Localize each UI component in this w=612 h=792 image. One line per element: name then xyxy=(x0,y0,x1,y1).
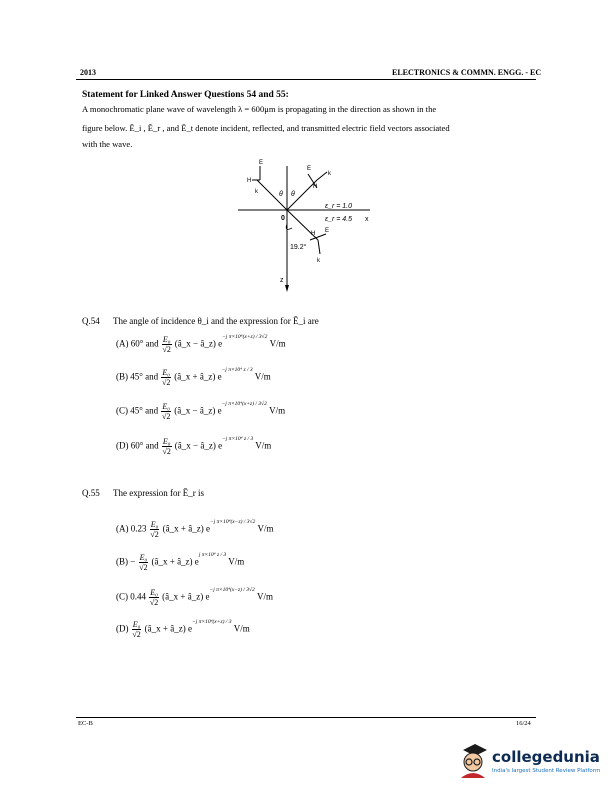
label-er: E xyxy=(307,166,312,172)
option-vector: (â_x + â_z) e xyxy=(162,523,210,534)
option-unit: V/m xyxy=(255,440,272,451)
label-origin: 0 xyxy=(281,215,285,222)
q54-option-c[interactable] xyxy=(116,402,285,421)
label-eps1: ε_r = 1.0 xyxy=(325,203,353,210)
q55-option-d[interactable] xyxy=(116,620,250,639)
option-exponent: −j π×10⁴(x+z) / 3√2 xyxy=(221,400,267,407)
frac-num: E₀ xyxy=(139,553,148,562)
option-label: (C) 45° and xyxy=(116,405,159,416)
wave-diagram xyxy=(230,158,380,298)
option-exponent: −j π×10⁴(x−z) / 3√2 xyxy=(209,518,256,525)
label-et: E xyxy=(325,228,330,234)
option-unit: V/m xyxy=(254,371,271,382)
header-paper: ELECTRONICS & COMMN. ENGG. - EC xyxy=(392,68,542,77)
q54-option-a[interactable] xyxy=(116,335,286,354)
option-label: (A) 0.23 xyxy=(116,523,147,534)
statement-title: Statement for Linked Answer Questions 54 and 55: xyxy=(82,90,289,100)
option-label: (B) − xyxy=(116,556,136,567)
label-z-axis: z xyxy=(280,277,284,284)
q54-text: The angle of incidence θ_i and the expression for Ē_i are xyxy=(113,316,319,326)
label-theta-i: θ xyxy=(279,191,283,198)
frac-num: E₀ xyxy=(162,335,171,344)
option-exponent: −j π×10⁴ z / 3 xyxy=(221,366,253,373)
option-label: (D) 60° and xyxy=(116,440,159,451)
footer-rule xyxy=(76,717,536,718)
q55-number: Q.55 xyxy=(82,488,100,498)
footer-left: EC-B xyxy=(78,720,93,727)
option-label: (B) 45° and xyxy=(116,371,159,382)
label-ht: H xyxy=(311,231,316,237)
option-exponent: −j π×10⁴(x+z) / 3 xyxy=(191,618,232,625)
statement-line-2: figure below. Ē_i , Ē_r , and Ē_t denote incident, reflected, and transmitted electric field vectors associated xyxy=(82,123,450,133)
brand-tagline: India's largest Student Review Platform xyxy=(492,768,601,774)
label-angle: 19.2° xyxy=(290,244,307,251)
frac-den: √2 xyxy=(132,630,141,639)
option-exponent: −j π×10⁴(x−z) / 3√2 xyxy=(209,586,255,593)
q55-option-b[interactable] xyxy=(116,553,244,572)
option-vector: (â_x + â_z) e xyxy=(151,556,199,567)
q55-option-a[interactable] xyxy=(116,520,274,539)
q54-option-d[interactable] xyxy=(116,437,271,456)
label-ki: k xyxy=(255,189,258,195)
footer-page: 16/24 xyxy=(516,720,531,727)
frac-num: E₀ xyxy=(132,620,141,629)
option-label: (C) 0.44 xyxy=(116,591,146,602)
frac-den: √2 xyxy=(150,530,159,539)
q54-number: Q.54 xyxy=(82,316,100,326)
frac-num: E₀ xyxy=(150,588,158,597)
z-axis-arrow-icon xyxy=(285,285,289,292)
option-vector: (â_x + â_z) e xyxy=(174,371,222,382)
frac-den: √2 xyxy=(149,598,159,607)
reflected-k-vector xyxy=(317,172,327,180)
option-label: (A) 60° and xyxy=(116,338,159,349)
option-vector: (â_x − â_z) e xyxy=(174,338,223,349)
brand-name: collegedunia xyxy=(492,748,600,766)
option-exponent: j π×10⁴ z / 3 xyxy=(198,551,227,558)
header-year: 2013 xyxy=(80,68,96,77)
option-unit: V/m xyxy=(269,338,286,349)
label-kr: k xyxy=(328,171,331,177)
frac-den: √2 xyxy=(162,447,171,456)
label-eps2: ε_r = 4.5 xyxy=(325,216,353,223)
statement-line-3: with the wave. xyxy=(82,139,133,149)
frac-num: E₀ xyxy=(162,368,171,377)
frac-num: E₀ xyxy=(162,437,171,446)
label-ei: E xyxy=(259,160,264,166)
header-rule xyxy=(76,79,536,80)
frac-den: √2 xyxy=(162,345,171,354)
option-exponent: −j π×10⁴(x+z) / 3√2 xyxy=(222,333,268,340)
option-vector: (â_x − â_z) e xyxy=(174,440,223,451)
option-unit: V/m xyxy=(269,405,286,416)
option-exponent: −j π×10⁴ z / 3 xyxy=(222,435,254,442)
q55-option-c[interactable] xyxy=(116,588,273,607)
option-vector: (â_x + â_z) e xyxy=(144,623,192,634)
frac-num: E₀ xyxy=(162,402,171,411)
option-unit: V/m xyxy=(256,591,273,602)
q55-text: The expression for Ē_r is xyxy=(113,488,204,498)
label-kt: k xyxy=(317,258,320,264)
option-vector: (â_x − â_z) e xyxy=(174,405,222,416)
transmitted-k-vector xyxy=(318,240,320,254)
option-unit: V/m xyxy=(257,523,274,534)
label-theta-r: θ xyxy=(291,191,295,198)
frac-den: √2 xyxy=(139,563,148,572)
frac-den: √2 xyxy=(161,412,171,421)
frac-den: √2 xyxy=(161,378,171,387)
label-hi: H xyxy=(247,178,252,184)
statement-line-1: A monochromatic plane wave of wavelength λ = 600μm is propagating in the direction as shown in the xyxy=(82,104,437,114)
label-hr: H xyxy=(313,184,318,190)
collegedunia-logo-icon xyxy=(455,740,489,780)
option-unit: V/m xyxy=(228,556,245,567)
q54-option-b[interactable] xyxy=(116,368,271,387)
option-label: (D) xyxy=(116,623,129,634)
option-unit: V/m xyxy=(233,623,250,634)
frac-num: E₀ xyxy=(150,520,159,529)
label-x-axis: x xyxy=(365,216,369,223)
option-vector: (â_x + â_z) e xyxy=(162,591,210,602)
